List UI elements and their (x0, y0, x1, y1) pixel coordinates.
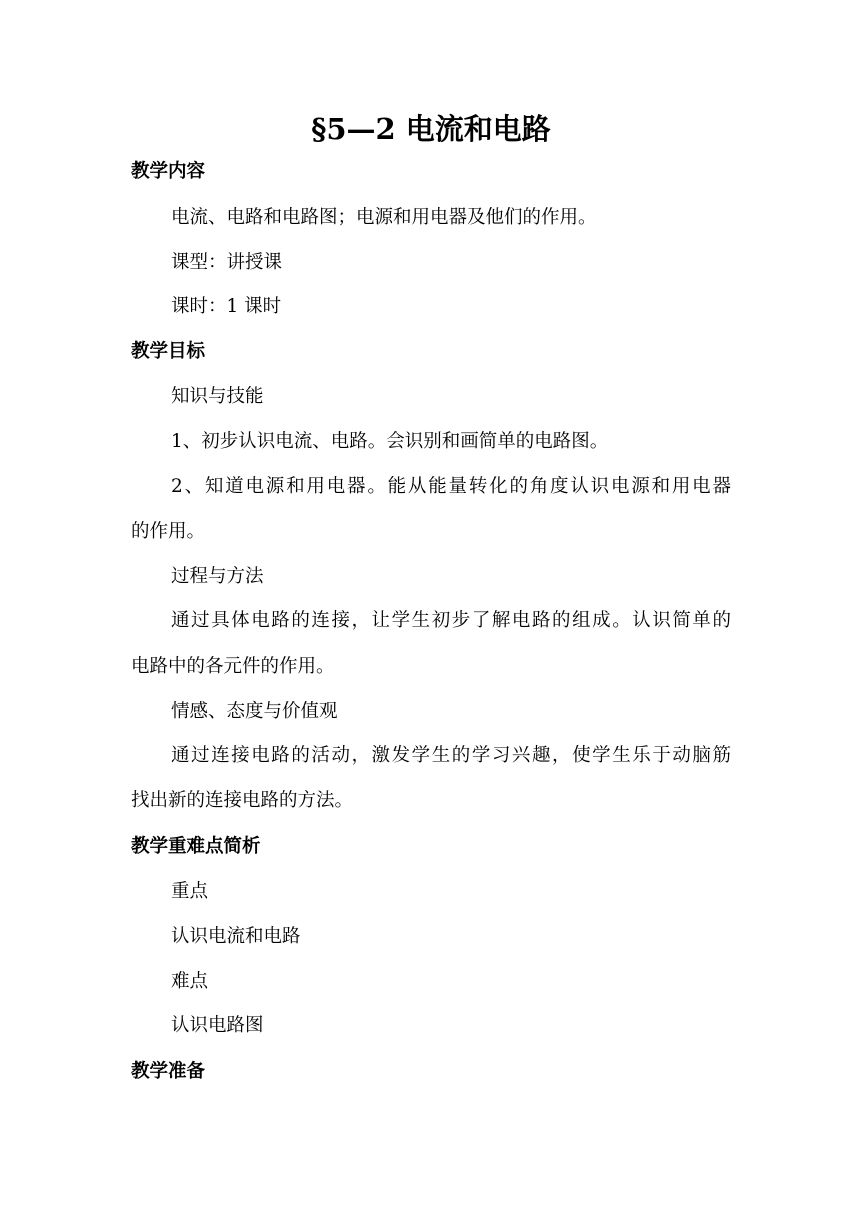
content-text: 电流、电路和电路图；电源和用电器及他们的作用。 (171, 207, 597, 228)
section-heading-preparation: 教学准备 (131, 1061, 206, 1082)
section-heading-content: 教学内容 (131, 161, 206, 182)
knowledge-heading: 知识与技能 (171, 386, 264, 407)
document-title: §5—2 电流和电路 (311, 112, 551, 146)
lesson-time: 课时：1 课时 (171, 296, 282, 317)
section-heading-key-points: 教学重难点简析 (131, 836, 261, 857)
goal-item-2-line-2: 的作用。 (131, 521, 206, 542)
lesson-type: 课型：讲授课 (171, 252, 283, 273)
difficult-point-label: 难点 (171, 971, 209, 992)
emotion-text-line-1: 通过连接电路的活动，激发学生的学习兴趣，使学生乐于动脑筋 (171, 745, 731, 766)
process-heading: 过程与方法 (171, 566, 264, 587)
section-heading-goals: 教学目标 (131, 341, 206, 362)
process-text-line-1: 通过具体电路的连接，让学生初步了解电路的组成。认识简单的 (171, 610, 731, 631)
goal-item-2-line-1: 2、知道电源和用电器。能从能量转化的角度认识电源和用电器 (171, 476, 731, 497)
key-point-text: 认识电流和电路 (171, 926, 301, 947)
emotion-text-line-2: 找出新的连接电路的方法。 (131, 790, 354, 811)
process-text-line-2: 电路中的各元件的作用。 (131, 656, 335, 677)
key-point-label: 重点 (171, 881, 209, 902)
goal-item-1: 1、初步认识电流、电路。会识别和画简单的电路图。 (171, 431, 609, 452)
emotion-heading: 情感、态度与价值观 (171, 701, 338, 722)
difficult-point-text: 认识电路图 (171, 1015, 264, 1036)
